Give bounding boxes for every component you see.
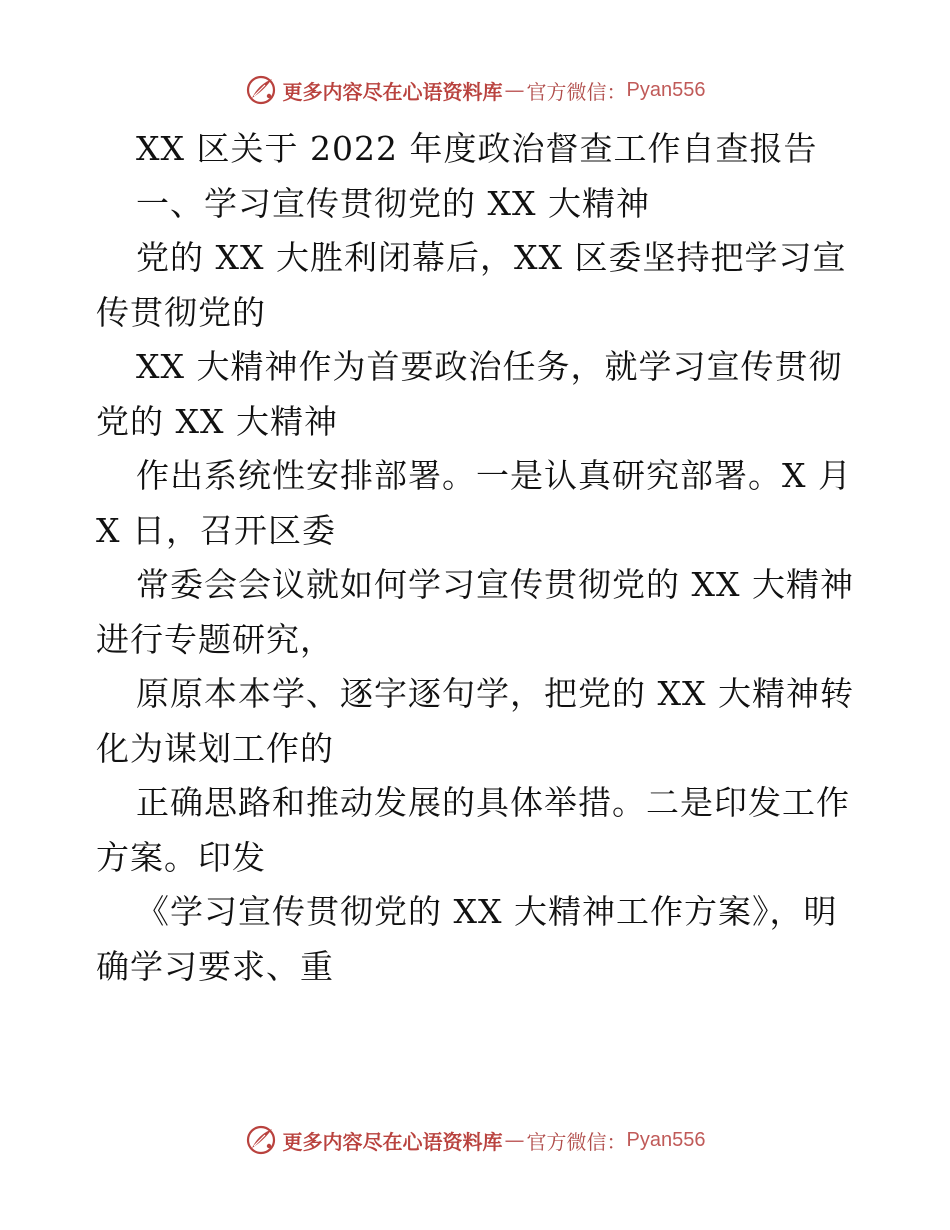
text-line: X 日，召开区委 xyxy=(96,510,336,550)
watermark-label: 官方微信： xyxy=(526,79,627,104)
text-line: 方案。印发 xyxy=(96,837,266,877)
text-line: 化为谋划工作的 xyxy=(96,728,334,768)
footer-watermark xyxy=(0,1120,950,1160)
watermark-main-text: 更多内容尽在心语资料库 xyxy=(282,79,503,104)
text-line: 确学习要求、重 xyxy=(96,946,334,986)
watermark-separator: — xyxy=(504,1128,525,1152)
document-body xyxy=(96,122,876,994)
feather-pen-seal-icon xyxy=(245,74,277,106)
watermark-main-text: 更多内容尽在心语资料库 xyxy=(282,1129,503,1154)
text-line: 《学习宣传贯彻党的 XX 大精神工作方案》，明 xyxy=(136,892,838,931)
watermark-separator: — xyxy=(504,78,525,102)
section-heading: 一、学习宣传贯彻党的 XX 大精神 xyxy=(136,183,650,223)
text-line: 传贯彻党的 xyxy=(96,292,266,332)
watermark-account: Pyan556 xyxy=(626,78,706,101)
text-line: 原原本本学、逐字逐句学，把党的 XX 大精神转 xyxy=(136,674,854,713)
text-line: 常委会会议就如何学习宣传贯彻党的 XX 大精神 xyxy=(136,565,854,604)
text-line: 党的 XX 大精神 xyxy=(96,401,338,441)
feather-pen-seal-icon xyxy=(245,1124,277,1156)
text-line: 正确思路和推动发展的具体举措。二是印发工作 xyxy=(136,783,850,822)
text-line: 党的 XX 大胜利闭幕后，XX 区委坚持把学习宣 xyxy=(136,238,847,277)
text-line: XX 大精神作为首要政治任务，就学习宣传贯彻 xyxy=(136,347,843,386)
text-line: 进行专题研究， xyxy=(96,619,334,659)
document-title: XX 区关于 2022 年度政治督查工作自查报告 xyxy=(136,129,818,168)
text-line: 作出系统性安排部署。一是认真研究部署。X 月 xyxy=(136,456,852,495)
header-watermark xyxy=(0,70,950,110)
watermark-label: 官方微信： xyxy=(526,1129,627,1154)
watermark-account: Pyan556 xyxy=(626,1128,706,1151)
